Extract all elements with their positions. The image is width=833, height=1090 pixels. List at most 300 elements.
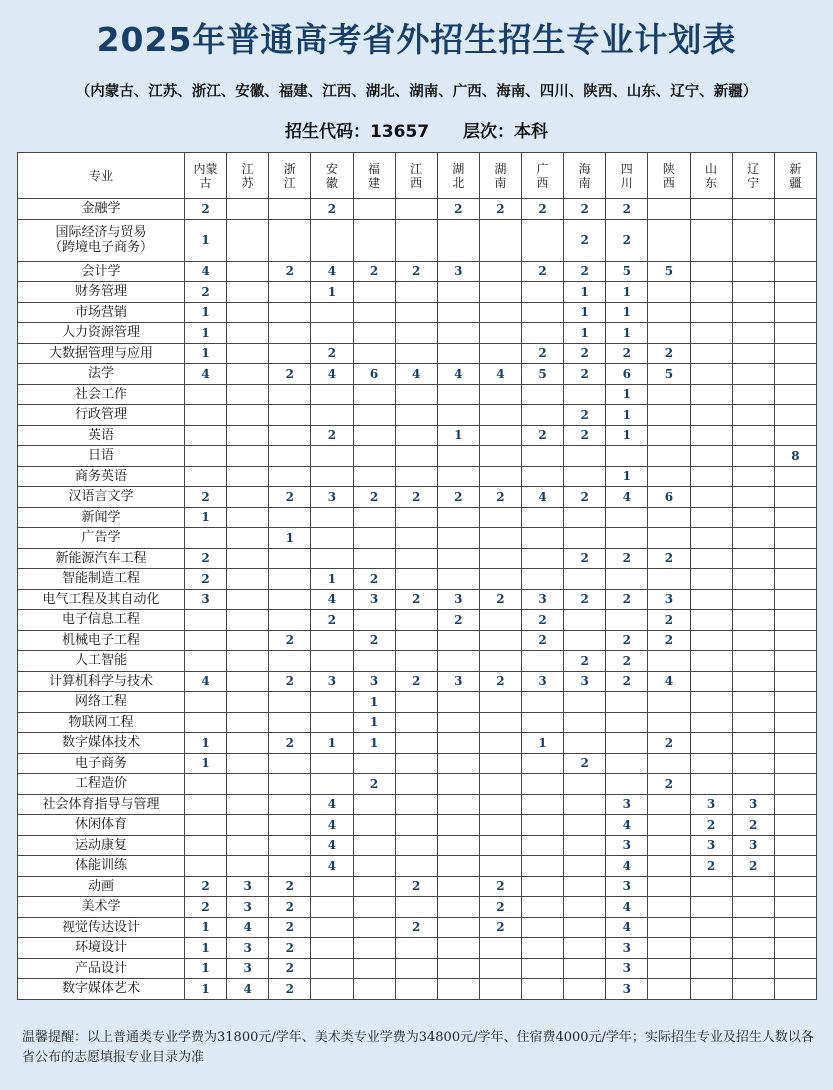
quota-cell <box>395 794 437 815</box>
quota-cell <box>522 712 564 733</box>
quota-cell <box>269 507 311 528</box>
quota-cell <box>437 384 479 405</box>
quota-cell <box>437 835 479 856</box>
quota-cell <box>227 528 269 549</box>
quota-cell: 2 <box>648 610 690 631</box>
quota-cell <box>732 712 774 733</box>
quota-cell: 1 <box>353 692 395 713</box>
province-column-header: 湖 北 <box>437 153 479 199</box>
quota-cell: 4 <box>395 364 437 385</box>
quota-cell <box>648 958 690 979</box>
quota-cell <box>732 405 774 426</box>
quota-cell: 1 <box>311 569 353 590</box>
quota-cell <box>774 219 816 261</box>
quota-cell: 2 <box>564 753 606 774</box>
quota-cell <box>227 815 269 836</box>
quota-cell <box>479 979 521 1000</box>
quota-cell: 2 <box>606 199 648 220</box>
quota-cell <box>774 917 816 938</box>
quota-cell <box>522 856 564 877</box>
quota-cell <box>774 261 816 282</box>
quota-cell <box>648 897 690 918</box>
quota-cell <box>732 979 774 1000</box>
quota-cell <box>606 753 648 774</box>
quota-cell <box>479 282 521 303</box>
quota-cell: 3 <box>690 835 732 856</box>
quota-cell <box>564 466 606 487</box>
quota-cell <box>774 323 816 344</box>
quota-cell <box>479 405 521 426</box>
quota-cell <box>353 917 395 938</box>
quota-cell <box>395 733 437 754</box>
province-column-header: 山 东 <box>690 153 732 199</box>
quota-cell: 2 <box>690 815 732 836</box>
quota-cell <box>564 856 606 877</box>
quota-cell <box>648 856 690 877</box>
quota-cell <box>269 815 311 836</box>
quota-cell: 1 <box>269 528 311 549</box>
major-name-cell: 动画 <box>18 876 185 897</box>
quota-cell <box>479 630 521 651</box>
quota-cell: 2 <box>606 671 648 692</box>
quota-cell <box>437 897 479 918</box>
province-column-header: 湖 南 <box>479 153 521 199</box>
page-title: 2025年普通高考省外招生招生专业计划表 <box>96 20 737 59</box>
quota-cell <box>564 384 606 405</box>
quota-cell: 3 <box>606 938 648 959</box>
quota-cell <box>395 569 437 590</box>
quota-cell: 2 <box>269 979 311 1000</box>
quota-cell <box>353 446 395 467</box>
quota-cell <box>690 651 732 672</box>
quota-cell <box>732 219 774 261</box>
quota-cell: 3 <box>606 835 648 856</box>
quota-cell <box>606 507 648 528</box>
table-row <box>18 219 817 261</box>
quota-cell <box>479 856 521 877</box>
quota-cell <box>437 219 479 261</box>
quota-cell <box>479 692 521 713</box>
quota-cell <box>564 528 606 549</box>
quota-cell <box>479 302 521 323</box>
quota-cell <box>774 528 816 549</box>
quota-cell <box>437 794 479 815</box>
table-row <box>18 466 817 487</box>
quota-cell: 5 <box>606 261 648 282</box>
quota-cell <box>437 446 479 467</box>
table-row <box>18 753 817 774</box>
quota-cell <box>732 548 774 569</box>
quota-cell <box>564 774 606 795</box>
quota-cell <box>353 979 395 1000</box>
table-row <box>18 302 817 323</box>
quota-cell <box>732 630 774 651</box>
quota-cell <box>395 323 437 344</box>
major-name-cell: 产品设计 <box>18 958 185 979</box>
quota-cell <box>227 712 269 733</box>
province-column-header: 海 南 <box>564 153 606 199</box>
major-name-cell: 金融学 <box>18 199 185 220</box>
quota-cell <box>774 589 816 610</box>
quota-cell <box>311 897 353 918</box>
quota-cell <box>774 507 816 528</box>
quota-cell <box>774 466 816 487</box>
quota-cell <box>522 876 564 897</box>
quota-cell <box>227 364 269 385</box>
quota-cell <box>311 323 353 344</box>
quota-cell <box>269 569 311 590</box>
quota-cell: 5 <box>648 364 690 385</box>
quota-cell <box>185 794 227 815</box>
major-name-cell: 人力资源管理 <box>18 323 185 344</box>
quota-cell <box>227 610 269 631</box>
quota-cell <box>185 446 227 467</box>
major-name-cell: 商务英语 <box>18 466 185 487</box>
quota-cell <box>522 446 564 467</box>
quota-cell <box>479 343 521 364</box>
major-name-cell: 新能源汽车工程 <box>18 548 185 569</box>
major-name-cell: 法学 <box>18 364 185 385</box>
quota-cell <box>185 405 227 426</box>
quota-cell <box>690 507 732 528</box>
quota-cell <box>690 323 732 344</box>
quota-cell <box>732 938 774 959</box>
quota-cell: 2 <box>353 774 395 795</box>
quota-cell <box>522 282 564 303</box>
table-row <box>18 630 817 651</box>
quota-cell <box>437 958 479 979</box>
quota-cell: 8 <box>774 446 816 467</box>
quota-cell <box>522 774 564 795</box>
quota-cell <box>269 774 311 795</box>
provinces-list: （内蒙古、江苏、浙江、安徽、福建、江西、湖北、湖南、广西、海南、四川、陕西、山东、辽宁、新疆） <box>75 84 758 100</box>
quota-cell: 2 <box>648 774 690 795</box>
quota-cell <box>732 958 774 979</box>
quota-cell <box>227 569 269 590</box>
quota-cell <box>690 692 732 713</box>
quota-cell <box>269 282 311 303</box>
table-row <box>18 856 817 877</box>
quota-cell <box>732 528 774 549</box>
quota-cell: 4 <box>311 794 353 815</box>
quota-cell: 3 <box>522 589 564 610</box>
quota-cell: 2 <box>311 425 353 446</box>
quota-cell <box>732 753 774 774</box>
quota-cell <box>311 651 353 672</box>
quota-cell <box>522 917 564 938</box>
quota-cell <box>227 261 269 282</box>
province-column-header: 内蒙 古 <box>185 153 227 199</box>
quota-cell: 2 <box>185 487 227 508</box>
quota-cell <box>227 835 269 856</box>
quota-cell <box>353 794 395 815</box>
quota-cell <box>437 569 479 590</box>
quota-cell <box>522 815 564 836</box>
major-name-cell: 财务管理 <box>18 282 185 303</box>
quota-cell <box>690 199 732 220</box>
quota-cell: 1 <box>564 323 606 344</box>
quota-cell: 3 <box>606 958 648 979</box>
quota-cell: 2 <box>353 487 395 508</box>
quota-cell: 2 <box>437 199 479 220</box>
quota-cell <box>648 282 690 303</box>
quota-cell <box>353 282 395 303</box>
quota-cell <box>395 712 437 733</box>
major-name-cell: 电子信息工程 <box>18 610 185 631</box>
quota-cell: 1 <box>185 979 227 1000</box>
quota-cell <box>648 384 690 405</box>
quota-cell <box>479 651 521 672</box>
quota-cell <box>395 384 437 405</box>
table-row <box>18 692 817 713</box>
quota-cell <box>690 774 732 795</box>
quota-cell <box>606 733 648 754</box>
quota-cell <box>227 405 269 426</box>
quota-cell <box>522 219 564 261</box>
quota-cell: 2 <box>522 199 564 220</box>
quota-cell <box>690 897 732 918</box>
quota-cell: 1 <box>185 302 227 323</box>
quota-cell <box>732 384 774 405</box>
quota-cell: 5 <box>522 364 564 385</box>
quota-cell <box>269 466 311 487</box>
quota-cell <box>353 876 395 897</box>
major-name-cell: 日语 <box>18 446 185 467</box>
quota-cell <box>648 323 690 344</box>
quota-cell: 3 <box>690 794 732 815</box>
province-column-header: 江 西 <box>395 153 437 199</box>
quota-cell: 2 <box>185 897 227 918</box>
quota-cell <box>353 405 395 426</box>
quota-cell: 2 <box>606 651 648 672</box>
quota-cell <box>522 405 564 426</box>
quota-cell <box>732 589 774 610</box>
quota-cell <box>690 917 732 938</box>
quota-cell <box>774 302 816 323</box>
quota-cell: 1 <box>185 733 227 754</box>
quota-cell <box>774 199 816 220</box>
quota-cell <box>564 569 606 590</box>
quota-cell: 4 <box>185 261 227 282</box>
quota-cell <box>227 794 269 815</box>
quota-cell <box>395 610 437 631</box>
quota-cell <box>437 302 479 323</box>
major-column-header: 专业 <box>18 153 185 199</box>
quota-cell: 3 <box>606 794 648 815</box>
quota-cell: 2 <box>269 917 311 938</box>
table-row <box>18 487 817 508</box>
quota-cell: 2 <box>522 610 564 631</box>
quota-cell: 2 <box>564 261 606 282</box>
quota-cell <box>353 897 395 918</box>
quota-cell <box>269 302 311 323</box>
quota-cell <box>353 425 395 446</box>
quota-cell <box>774 815 816 836</box>
province-column-header: 辽 宁 <box>732 153 774 199</box>
quota-cell <box>690 753 732 774</box>
table-row <box>18 917 817 938</box>
quota-cell <box>227 671 269 692</box>
quota-cell <box>353 466 395 487</box>
quota-cell: 2 <box>437 487 479 508</box>
quota-cell: 2 <box>606 630 648 651</box>
quota-cell <box>227 487 269 508</box>
quota-cell <box>227 425 269 446</box>
quota-cell <box>395 979 437 1000</box>
quota-cell <box>437 528 479 549</box>
quota-cell <box>522 302 564 323</box>
quota-cell <box>690 446 732 467</box>
quota-cell <box>564 794 606 815</box>
quota-cell <box>648 753 690 774</box>
quota-cell: 2 <box>479 589 521 610</box>
major-name-cell: 运动康复 <box>18 835 185 856</box>
quota-cell <box>395 507 437 528</box>
quota-cell <box>732 425 774 446</box>
quota-cell: 1 <box>185 323 227 344</box>
quota-cell <box>311 774 353 795</box>
quota-cell <box>479 753 521 774</box>
quota-cell <box>269 384 311 405</box>
quota-cell <box>732 774 774 795</box>
quota-cell <box>690 958 732 979</box>
quota-cell <box>479 958 521 979</box>
quota-cell <box>437 815 479 836</box>
major-name-cell: 工程造价 <box>18 774 185 795</box>
quota-cell: 2 <box>269 733 311 754</box>
quota-cell: 2 <box>606 548 648 569</box>
quota-cell: 2 <box>269 364 311 385</box>
quota-cell: 6 <box>353 364 395 385</box>
quota-cell <box>690 282 732 303</box>
quota-cell <box>774 835 816 856</box>
quota-cell <box>185 692 227 713</box>
quota-cell: 2 <box>269 897 311 918</box>
quota-cell <box>269 219 311 261</box>
quota-cell <box>564 630 606 651</box>
quota-cell <box>395 692 437 713</box>
quota-cell <box>395 446 437 467</box>
quota-cell <box>311 630 353 651</box>
quota-cell <box>185 384 227 405</box>
quota-cell: 2 <box>564 548 606 569</box>
quota-cell <box>311 446 353 467</box>
quota-cell <box>185 651 227 672</box>
quota-cell <box>522 938 564 959</box>
quota-cell <box>774 630 816 651</box>
major-name-cell: 数字媒体技术 <box>18 733 185 754</box>
quota-cell: 4 <box>311 261 353 282</box>
table-row <box>18 671 817 692</box>
quota-cell <box>185 712 227 733</box>
quota-cell <box>311 979 353 1000</box>
quota-cell: 4 <box>311 589 353 610</box>
quota-cell <box>479 774 521 795</box>
quota-cell: 2 <box>395 487 437 508</box>
quota-cell: 3 <box>227 876 269 897</box>
quota-cell <box>395 282 437 303</box>
quota-cell: 3 <box>606 876 648 897</box>
quota-cell <box>648 466 690 487</box>
quota-cell <box>311 917 353 938</box>
quota-cell <box>774 548 816 569</box>
quota-cell: 2 <box>479 487 521 508</box>
table-row <box>18 425 817 446</box>
quota-cell <box>185 528 227 549</box>
quota-cell <box>353 219 395 261</box>
quota-cell: 3 <box>227 938 269 959</box>
quota-cell <box>774 651 816 672</box>
quota-cell <box>774 610 816 631</box>
quota-cell <box>311 548 353 569</box>
quota-cell <box>564 917 606 938</box>
table-row <box>18 405 817 426</box>
major-name-cell: 计算机科学与技术 <box>18 671 185 692</box>
quota-cell <box>648 528 690 549</box>
quota-cell <box>774 856 816 877</box>
table-row <box>18 651 817 672</box>
quota-cell <box>774 569 816 590</box>
quota-cell <box>690 630 732 651</box>
quota-cell <box>479 507 521 528</box>
table-row <box>18 835 817 856</box>
quota-cell: 1 <box>606 282 648 303</box>
quota-cell: 2 <box>185 876 227 897</box>
major-name-cell: 物联网工程 <box>18 712 185 733</box>
quota-cell: 1 <box>185 938 227 959</box>
quota-cell <box>690 487 732 508</box>
quota-cell: 3 <box>732 794 774 815</box>
quota-cell: 2 <box>564 219 606 261</box>
quota-cell <box>395 753 437 774</box>
quota-cell <box>564 507 606 528</box>
table-row <box>18 364 817 385</box>
quota-cell <box>311 405 353 426</box>
quota-cell: 4 <box>648 671 690 692</box>
quota-cell <box>185 466 227 487</box>
tuition-note: 温馨提醒：以上普通类专业学费为31800元/学年、美术类专业学费为34800元/学年、住宿费4000元/学年；实际招生专业及招生人数以各省公布的志愿填报专业目录为准 <box>22 1030 814 1065</box>
quota-cell: 4 <box>606 856 648 877</box>
quota-cell <box>269 651 311 672</box>
quota-cell <box>437 733 479 754</box>
quota-cell <box>564 979 606 1000</box>
quota-cell <box>564 446 606 467</box>
quota-cell: 2 <box>479 876 521 897</box>
quota-cell: 3 <box>564 671 606 692</box>
quota-cell <box>437 282 479 303</box>
quota-cell: 1 <box>311 733 353 754</box>
table-row <box>18 938 817 959</box>
quota-cell: 1 <box>185 343 227 364</box>
quota-cell <box>227 589 269 610</box>
quota-cell <box>311 384 353 405</box>
quota-cell <box>479 384 521 405</box>
quota-cell <box>227 651 269 672</box>
quota-cell: 2 <box>606 343 648 364</box>
quota-cell <box>311 528 353 549</box>
major-name-cell: 大数据管理与应用 <box>18 343 185 364</box>
quota-cell <box>690 364 732 385</box>
quota-cell <box>311 219 353 261</box>
quota-cell: 2 <box>522 261 564 282</box>
quota-cell: 2 <box>311 610 353 631</box>
quota-cell <box>564 733 606 754</box>
quota-cell <box>732 671 774 692</box>
quota-cell: 2 <box>185 569 227 590</box>
table-row <box>18 261 817 282</box>
quota-cell: 1 <box>522 733 564 754</box>
quota-cell <box>437 938 479 959</box>
